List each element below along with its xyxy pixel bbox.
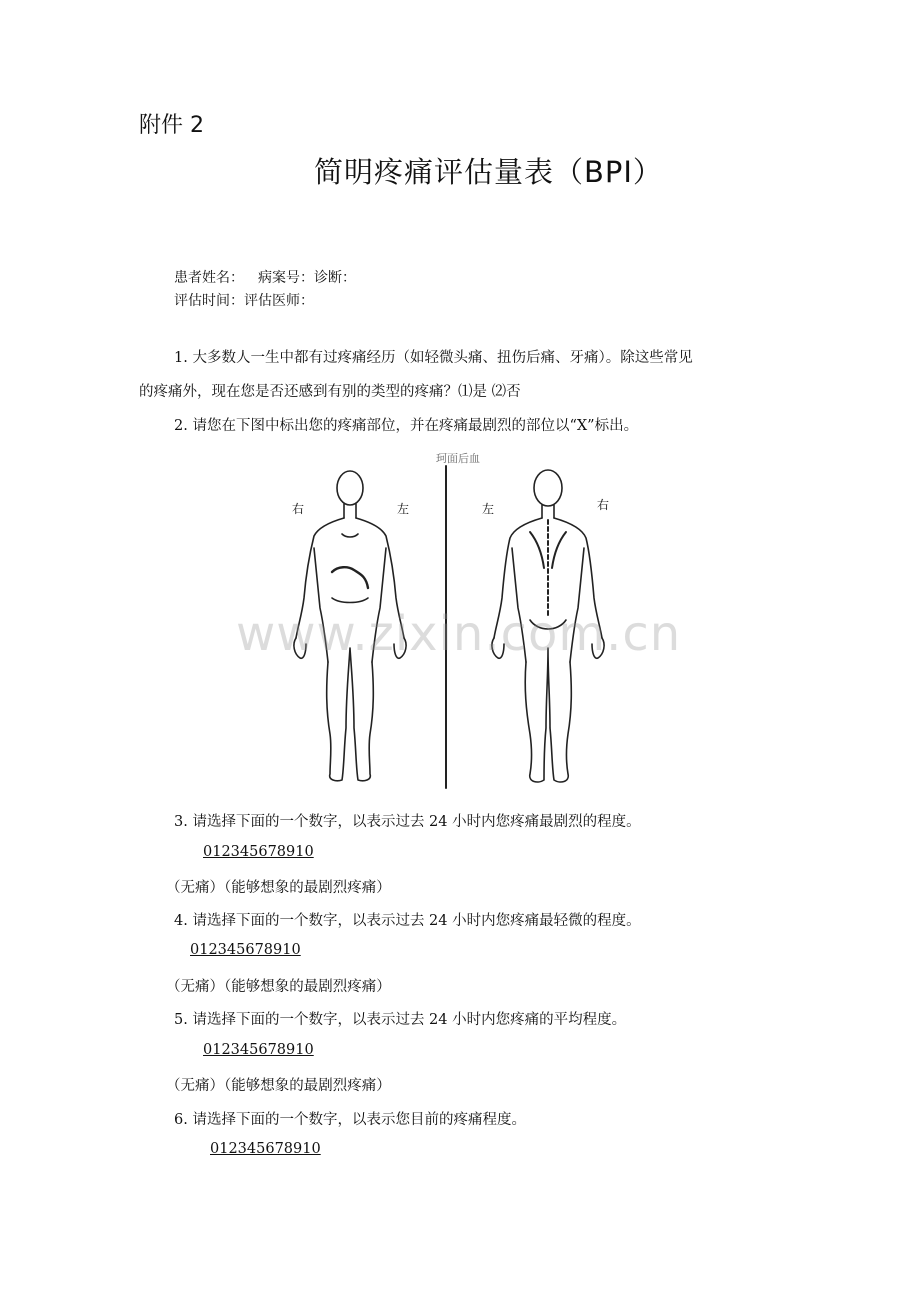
question-4-scale[interactable]: 012345678910 — [190, 942, 301, 958]
watermark: www.zixin.com.cn — [236, 606, 682, 662]
attachment-label: 附件 2 — [139, 113, 204, 138]
question-3: 3. 请选择下面的一个数字，以表示过去 24 小时内您疼痛最剧烈的程度。 — [174, 814, 641, 830]
question-5: 5. 请选择下面的一个数字，以表示过去 24 小时内您疼痛的平均程度。 — [174, 1012, 627, 1028]
question-5-scale-labels: （无痛）（能够想象的最剧烈疼痛） — [166, 1078, 391, 1094]
back-right-label: 右 — [597, 498, 610, 512]
question-3-scale[interactable]: 012345678910 — [203, 844, 314, 860]
front-right-label: 右 — [292, 502, 305, 516]
figure-caption: 珂面后血 — [436, 452, 480, 465]
question-4-scale-labels: （无痛）（能够想象的最剧烈疼痛） — [166, 979, 391, 995]
evaluation-time-label: 评估时间：评估医师： — [174, 293, 314, 309]
question-3-scale-labels: （无痛）（能够想象的最剧烈疼痛） — [166, 880, 391, 896]
case-number-label: 病案号：诊断： — [258, 270, 356, 286]
question-6: 6. 请选择下面的一个数字，以表示您目前的疼痛程度。 — [174, 1112, 526, 1128]
back-left-label: 左 — [482, 502, 495, 516]
question-2: 2. 请您在下图中标出您的疼痛部位，并在疼痛最剧烈的部位以“X”标出。 — [174, 418, 639, 434]
patient-name-label: 患者姓名： — [174, 270, 244, 286]
form-title: 简明疼痛评估量表（BPI） — [314, 155, 663, 189]
question-5-scale[interactable]: 012345678910 — [203, 1042, 314, 1058]
question-1-line-1: 1. 大多数人一生中都有过疼痛经历（如轻微头痛、扭伤后痛、牙痛）。除这些常见 — [174, 350, 693, 366]
front-left-label: 左 — [397, 502, 410, 516]
question-4: 4. 请选择下面的一个数字，以表示过去 24 小时内您疼痛最轻微的程度。 — [174, 913, 641, 929]
question-1-line-2: 的疼痛外，现在您是否还感到有别的类型的疼痛？⑴是 ⑵否 — [139, 384, 521, 400]
patient-info-row-1 — [174, 267, 370, 287]
question-6-scale[interactable]: 012345678910 — [210, 1141, 321, 1157]
